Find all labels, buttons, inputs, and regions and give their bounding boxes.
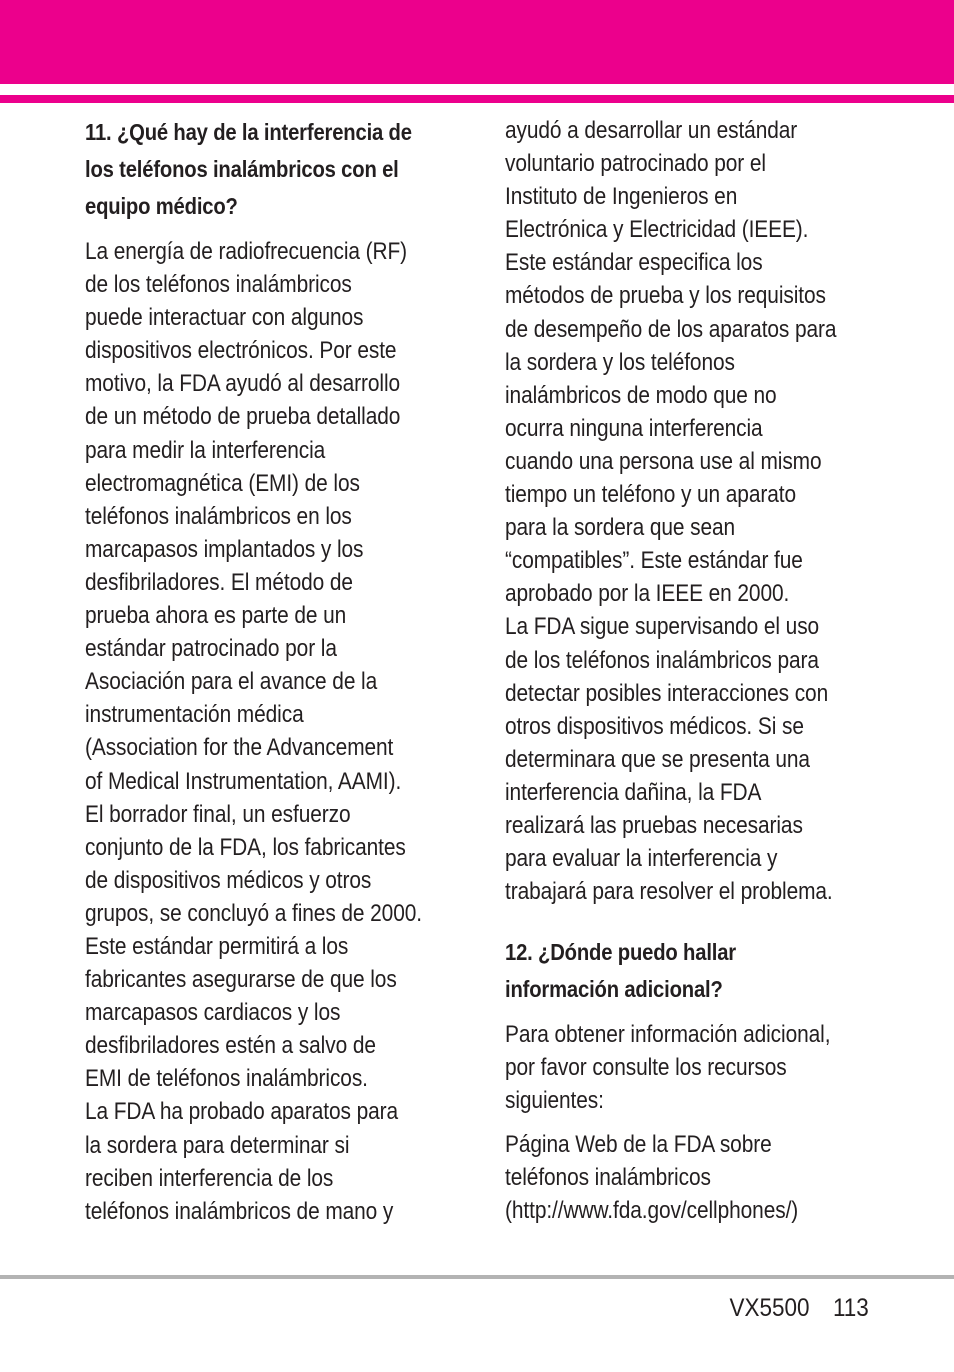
page-number: 113 [833, 1294, 869, 1322]
header-banner [0, 0, 954, 84]
section-11-body-left: La energía de radiofrecuencia (RF) de los teléfonos inalámbricos puede interactuar con algunos dispositivos electrónicos. Por este motivo, la FDA ayudó al desarrollo de un método de prueba detallado para medir la interferencia electromagnética (EMI) de los teléfonos inalámbricos en los marcapasos implantados y los desfibriladores. El método de prueba ahora es parte de un estándar patrocinado por la Asociación para el avance de la instrumentación médica (Association for the Advancement of Medical Instrumentation, AAMI). El borrador final, un esfuerzo conjunto de la FDA, los fabricantes de dispositivos médicos y otros grupos, se concluyó a fines de 2000. Este estándar permitirá a los fabricantes asegurarse de que los marcapasos cardiacos y los desfibriladores estén a salvo de EMI de teléfonos inalámbricos. La FDA ha probado aparatos para la sordera para determinar si reciben interferencia de los teléfonos inalámbricos de mano y [85, 238, 422, 1225]
footer-rule [0, 1275, 954, 1279]
footer [730, 1290, 869, 1326]
right-column [505, 114, 877, 1227]
section-12-resource: Página Web de la FDA sobre teléfonos inalámbricos (http://www.fda.gov/cellphones/) [505, 1130, 799, 1224]
section-12-heading: 12. ¿Dónde puedo hallar información adicional? [505, 939, 736, 1003]
section-11-body-right: ayudó a desarrollar un estándar voluntario patrocinado por el Instituto de Ingenieros en Electrónica y Electricidad (IEEE). Este estándar especifica los métodos de prueba y los requisitos de desempeño de los aparatos para la sordera y los teléfonos inalámbricos de modo que no ocurra ninguna interferencia cuando una persona use al mismo tiempo un teléfono y un aparato para la sordera que sean “compatibles”. Este estándar fue aprobado por la IEEE en 2000. La FDA sigue supervisando el uso de los teléfonos inalámbricos para detectar posibles interacciones con otros dispositivos médicos. Si se determinara que se presenta una interferencia dañina, la FDA realizará las pruebas necesarias para evaluar la interferencia y trabajará para resolver el problema. [505, 117, 837, 906]
section-11-heading: 11. ¿Qué hay de la interferencia de los teléfonos inalámbricos con el equipo médico? [85, 119, 412, 219]
model-name: VX5500 [729, 1294, 810, 1322]
section-12-intro: Para obtener información adicional, por favor consulte los recursos siguientes: [505, 1021, 831, 1115]
left-column [85, 114, 457, 1228]
header-rule [0, 95, 954, 103]
